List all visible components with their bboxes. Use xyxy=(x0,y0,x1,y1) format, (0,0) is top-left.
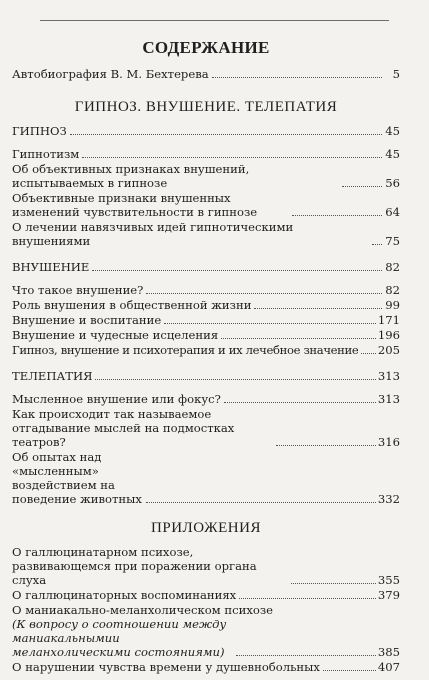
list-item xyxy=(12,392,400,406)
section-hypnosis xyxy=(12,124,400,138)
entry-title: Как происходит так называемое отгадывание мыслей на подмостках театров? xyxy=(12,407,235,449)
list-item xyxy=(12,343,400,357)
entry-title: Что такое внушение? xyxy=(12,283,144,297)
dot-leader xyxy=(221,338,376,339)
entry-page: 171 xyxy=(377,313,400,327)
toc-entry-autobiography xyxy=(12,67,400,81)
entry-page: 385 xyxy=(377,645,400,659)
entry-page: 5 xyxy=(392,67,400,81)
entry-page: 355 xyxy=(377,573,400,587)
dot-leader xyxy=(254,308,382,309)
entry-title: О маниакально-меланхолическом психозе xyxy=(12,603,274,617)
entry-title: О нарушении чувства времени у душевнобольных xyxy=(12,660,320,674)
list-item xyxy=(12,162,400,190)
list-item xyxy=(12,313,400,327)
entry-subtitle: (К вопросу о соотношении между маниакальнымии меланхолическими состояниями) xyxy=(12,617,227,659)
dot-leader xyxy=(224,402,376,403)
entry-page: 379 xyxy=(377,588,400,602)
dot-leader xyxy=(146,502,376,503)
entry-title: Гипноз, внушение и психотерапия и их лечебное значение xyxy=(12,343,359,357)
section-title: ВНУШЕНИЕ xyxy=(12,260,90,274)
list-item xyxy=(12,283,400,297)
section-title: ГИПНОЗ xyxy=(12,124,67,138)
entry-page: 316 xyxy=(377,435,400,449)
entry-title: О галлюцинаторных воспоминаниях xyxy=(12,588,237,602)
list-item xyxy=(12,588,400,602)
list-item xyxy=(12,298,400,312)
dot-leader xyxy=(323,670,376,671)
list-item xyxy=(12,407,400,449)
entry-title: Роль внушения в общественной жизни xyxy=(12,298,252,312)
section-suggestion xyxy=(12,260,400,274)
entry-title: Мысленное внушение или фокус? xyxy=(12,392,221,406)
entry-title: О галлюцинатарном психозе, развивающемся при поражении органа слуха xyxy=(12,545,257,587)
entry-title: Внушение и чудесные исцеления xyxy=(12,328,219,342)
entry-page: 332 xyxy=(377,492,400,506)
list-item xyxy=(12,603,400,659)
entry-page: 205 xyxy=(377,343,400,357)
dot-leader xyxy=(70,134,382,135)
entry-title: Внушение и воспитание xyxy=(12,313,162,327)
part-title: ГИПНОЗ. ВНУШЕНИЕ. ТЕЛЕПАТИЯ xyxy=(74,99,338,115)
list-item xyxy=(12,191,400,219)
list-item xyxy=(12,545,400,587)
dot-leader xyxy=(82,157,382,158)
section-page: 313 xyxy=(377,369,400,383)
section-page: 82 xyxy=(385,260,400,274)
list-item xyxy=(12,220,400,248)
entry-title: Автобиография В. М. Бехтерева xyxy=(12,67,209,81)
list-item xyxy=(12,328,400,342)
entry-page: 82 xyxy=(385,283,400,297)
list-item xyxy=(12,660,400,674)
entry-title: Объективные признаки внушенных изменений чувствительности в гипнозе xyxy=(12,191,258,219)
entry-title: О лечении навязчивых идей гипнотическими внушениями xyxy=(12,220,294,248)
entry-page: 196 xyxy=(377,328,400,342)
appendix-title: ПРИЛОЖЕНИЯ xyxy=(151,520,261,536)
dot-leader xyxy=(146,293,382,294)
entry-title: Об опытах над «мысленным» воздействием на поведение животных xyxy=(12,450,142,506)
dot-leader xyxy=(372,244,382,245)
section-page: 45 xyxy=(385,124,400,138)
entry-title: Гипнотизм xyxy=(12,147,80,161)
dot-leader xyxy=(276,445,376,446)
entry-page: 75 xyxy=(385,234,400,248)
dot-leader xyxy=(239,598,376,599)
dot-leader xyxy=(361,353,375,354)
entry-page: 407 xyxy=(377,660,400,674)
top-rule xyxy=(40,20,389,21)
section-telepathy xyxy=(12,369,400,383)
entry-page: 45 xyxy=(385,147,400,161)
dot-leader xyxy=(291,583,376,584)
dot-leader xyxy=(342,186,382,187)
dot-leader xyxy=(292,215,382,216)
entry-page: 99 xyxy=(385,298,400,312)
table-of-contents xyxy=(12,38,400,675)
dot-leader xyxy=(164,323,376,324)
entry-title: Об объективных признаках внушений, испытываемых в гипнозе xyxy=(12,162,250,190)
entry-page: 64 xyxy=(385,205,400,219)
entry-page: 56 xyxy=(385,176,400,190)
dot-leader xyxy=(92,270,382,271)
list-item xyxy=(12,147,400,161)
dot-leader xyxy=(212,77,382,78)
dot-leader xyxy=(236,655,376,656)
dot-leader xyxy=(95,379,375,380)
section-title: ТЕЛЕПАТИЯ xyxy=(12,369,93,383)
list-item xyxy=(12,450,400,506)
toc-title: СОДЕРЖАНИЕ xyxy=(142,38,270,57)
entry-page: 313 xyxy=(377,392,400,406)
